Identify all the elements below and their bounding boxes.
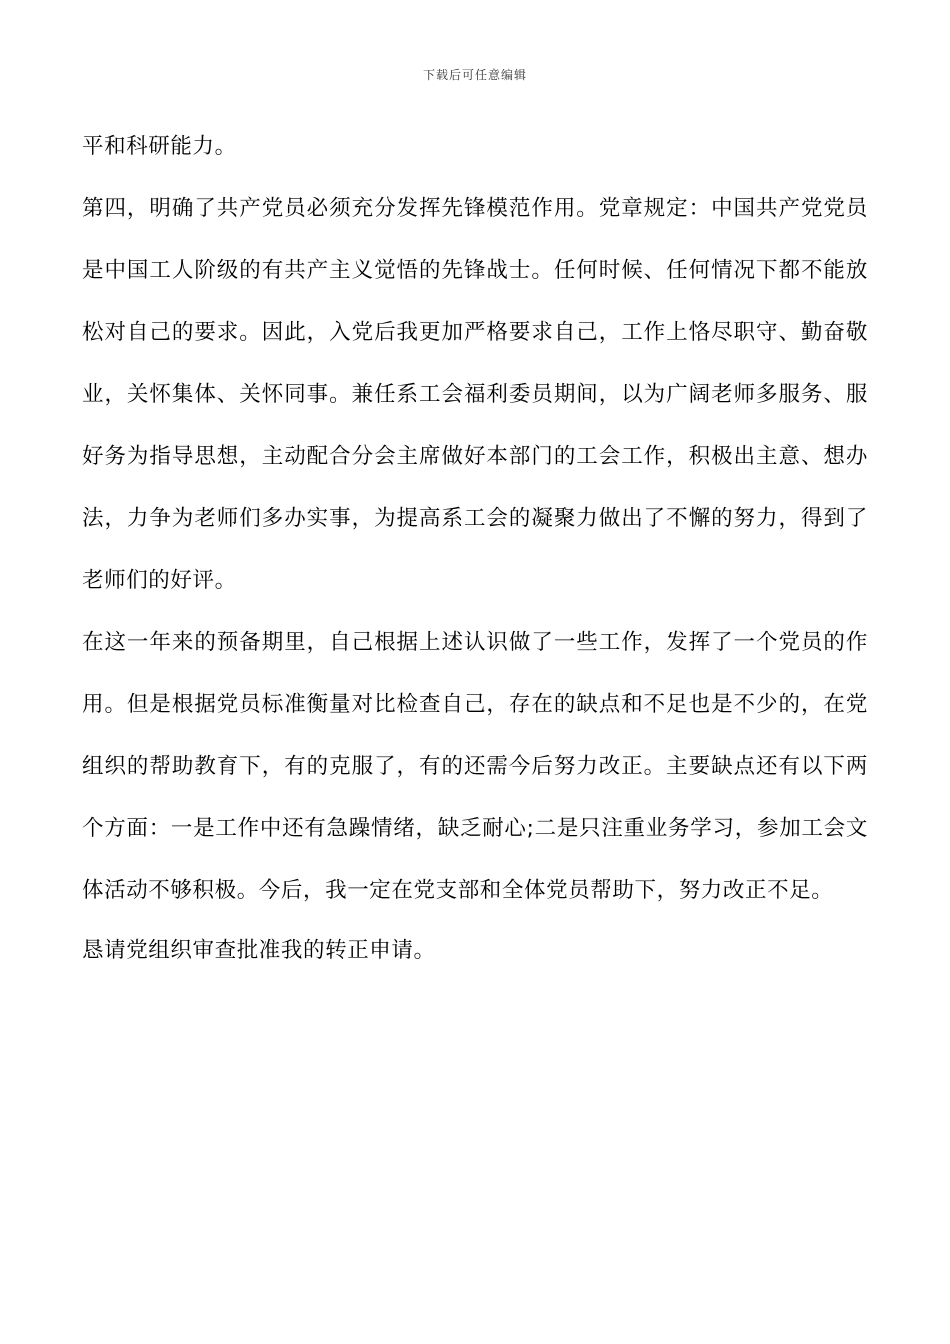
paragraph: 平和科研能力。: [82, 134, 237, 159]
document-body: [82, 116, 868, 980]
paragraph: 恳请党组织审查批准我的转正申请。: [82, 938, 436, 963]
page-header: 下载后可任意编辑: [422, 68, 527, 82]
paragraph: 在这一年来的预备期里，自己根据上述认识做了一些工作，发挥了一个党员的作用。但是根据党员标准衡量对比检查自己，存在的缺点和不足也是不少的，在党组织的帮助教育下，有的克服了，有的还需今后努力改正。主要缺点还有以下两个方面：一是工作中还有急躁情绪，缺乏耐心;二是只注重业务学习，参加工会文体活动不够积极。今后，我一定在党支部和全体党员帮助下，努力改正不足。: [82, 630, 868, 903]
paragraph: 第四，明确了共产党员必须充分发挥先锋模范作用。党章规定：中国共产党党员是中国工人阶级的有共产主义觉悟的先锋战士。任何时候、任何情况下都不能放松对自己的要求。因此，入党后我更加严格要求自己，工作上恪尽职守、勤奋敬业，关怀集体、关怀同事。兼任系工会福利委员期间，以为广阔老师多服务、服好务为指导思想，主动配合分会主席做好本部门的工会工作，积极出主意、想办法，力争为老师们多办实事，为提高系工会的凝聚力做出了不懈的努力，得到了老师们的好评。: [82, 196, 868, 593]
